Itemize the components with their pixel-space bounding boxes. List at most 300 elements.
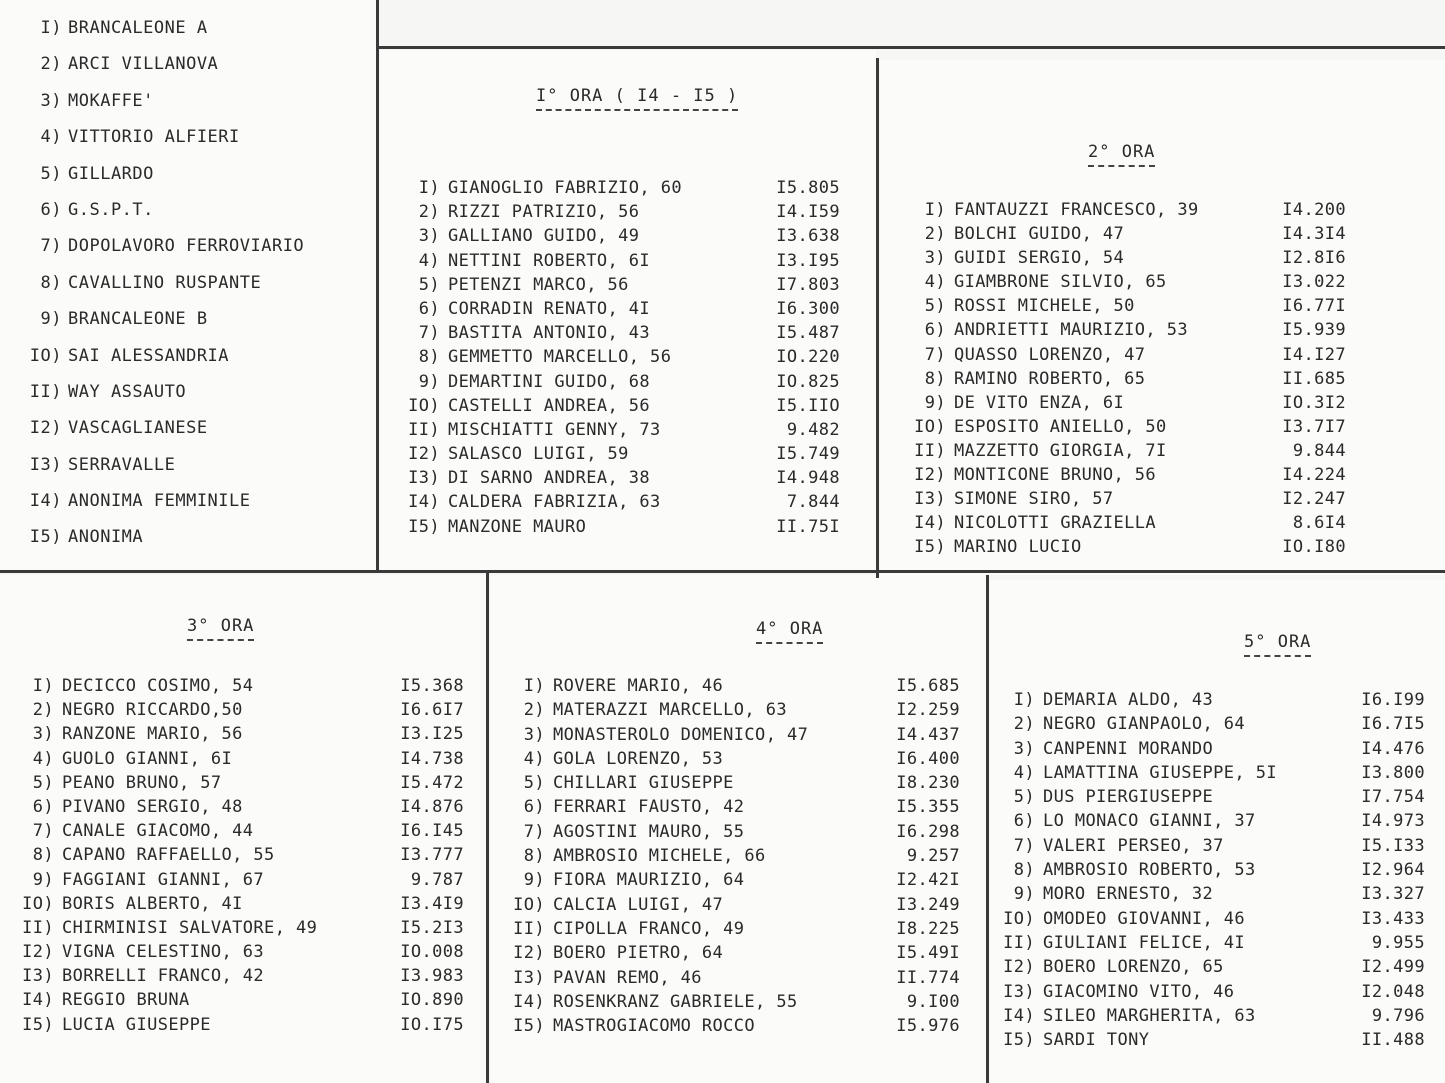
athlete-name: RIZZI PATRIZIO, 56 [448,202,640,223]
result-row [400,226,840,250]
distance-score: I4.973 [1361,811,1425,832]
distance-score: 7.844 [786,492,840,513]
team-number: 2) [40,54,62,75]
athlete-name: OMODEO GIOVANNI, 46 [1043,908,1246,929]
team-number: 5) [40,163,62,184]
rank-number: IO) [914,416,946,437]
result-row [906,200,1346,224]
athlete-name: MATERAZZI MARCELLO, 63 [553,700,787,721]
rank-number: I5) [22,1014,54,1035]
rank-number: I5) [408,516,440,537]
distance-score: 9.796 [1371,1005,1425,1026]
athlete-name: CALCIA LUIGI, 47 [553,894,724,915]
rank-number: I2) [1003,957,1035,978]
athlete-name: LUCIA GIUSEPPE [62,1014,211,1035]
athlete-name: VALERI PERSEO, 37 [1043,835,1224,856]
athlete-name: BOERO LORENZO, 65 [1043,957,1224,978]
result-row [906,392,1346,417]
distance-score: I5.49I [896,943,960,964]
team-number: I4) [29,491,62,512]
athlete-name: BASTITA ANTONIO, 43 [448,323,651,344]
distance-score: IO.I75 [400,1014,464,1035]
result-row [400,444,840,468]
distance-score: I2.964 [1361,860,1425,881]
team-item [18,127,304,163]
athlete-name: CHILLARI GIUSEPPE [553,773,734,794]
result-row [505,724,960,749]
distance-score: IO.220 [776,347,840,368]
distance-score: I4.876 [400,796,464,817]
rank-number: I4) [408,492,440,513]
rank-number: IO) [1003,908,1035,929]
distance-score: I6.300 [776,298,840,319]
distance-score: I5.487 [776,323,840,344]
athlete-name: CAPANO RAFFAELLO, 55 [62,845,275,866]
athlete-name: BORIS ALBERTO, 4I [62,893,243,914]
result-row [906,344,1346,369]
distance-score: IO.3I2 [1282,392,1346,413]
team-number: 4) [40,127,62,148]
rank-number: 9) [418,371,440,392]
athlete-name: BOERO PIETRO, 64 [553,943,724,964]
distance-score: I2.259 [896,700,960,721]
result-row [505,967,960,992]
hour-2-rows [906,200,1346,561]
rank-number: 2) [1013,714,1035,735]
distance-score: I4.738 [400,748,464,769]
athlete-name: REGGIO BRUNA [62,990,190,1011]
distance-score: I3.022 [1282,272,1346,293]
athlete-name: MARINO LUCIO [954,537,1082,558]
distance-score: I6.I45 [400,821,464,842]
divider-vertical-top-left [376,0,379,572]
distance-score: I2.048 [1361,981,1425,1002]
result-row [400,419,840,444]
rank-number: II) [408,419,440,440]
hour-4-title: 4° ORA [756,619,823,644]
team-item [18,164,304,200]
result-row [505,821,960,846]
team-item [18,54,304,90]
distance-score: IO.I80 [1282,537,1346,558]
athlete-name: NEGRO GIANPAOLO, 64 [1043,714,1246,735]
rank-number: 8) [418,347,440,368]
result-row [906,296,1346,320]
distance-score: I7.803 [776,274,840,295]
athlete-name: PETENZI MARCO, 56 [448,274,629,295]
rank-number: 3) [32,724,54,745]
result-row [505,894,960,919]
rank-number: 4) [418,250,440,271]
rank-number: II) [914,440,946,461]
result-row [400,274,840,299]
rank-number: 7) [1013,835,1035,856]
athlete-name: MONASTEROLO DOMENICO, 47 [553,724,809,745]
result-row [505,991,960,1016]
rank-number: 2) [523,700,545,721]
distance-score: II.75I [776,516,840,537]
rank-number: IO) [408,395,440,416]
team-item [18,236,304,272]
athlete-name: DECICCO COSIMO, 54 [62,676,254,696]
distance-score: IO.890 [400,990,464,1011]
athlete-name: ROSENKRANZ GABRIELE, 55 [553,991,798,1012]
distance-score: II.774 [896,967,960,988]
athlete-name: DEMARTINI GUIDO, 68 [448,371,651,392]
team-name: SERRAVALLE [68,454,176,475]
rank-number: 7) [418,323,440,344]
rank-number: I3) [513,967,545,988]
athlete-name: MISCHIATTI GENNY, 73 [448,419,661,440]
athlete-name: GIACOMINO VITO, 46 [1043,981,1235,1002]
athlete-name: GIANOGLIO FABRIZIO, 60 [448,178,682,198]
team-item [18,18,304,54]
result-row [14,869,464,894]
athlete-name: CASTELLI ANDREA, 56 [448,395,651,416]
team-number: II) [29,381,62,402]
distance-score: I5.IIO [776,395,840,416]
rank-number: 4) [924,272,946,293]
rank-number: 9) [523,870,545,891]
result-row [14,772,464,797]
hour-2-title: 2° ORA [1088,142,1155,167]
team-item [18,491,304,527]
rank-number: I4) [22,990,54,1011]
rank-number: 6) [523,797,545,818]
rank-number: 3) [1013,738,1035,759]
distance-score: I8.225 [896,918,960,939]
rank-number: 2) [924,224,946,245]
team-item [18,527,304,563]
divider-vertical-bottom-right [986,575,989,1083]
result-row [505,773,960,797]
athlete-name: GOLA LORENZO, 53 [553,748,724,769]
result-row [995,884,1425,908]
athlete-name: FERRARI FAUSTO, 42 [553,797,745,818]
distance-score: I2.8I6 [1282,248,1346,269]
athlete-name: GUOLO GIANNI, 6I [62,748,233,769]
rank-number: 5) [418,274,440,295]
rank-number: 5) [1013,787,1035,808]
rank-number: I5) [1003,1030,1035,1051]
rank-number: I2) [22,942,54,963]
athlete-name: GEMMETTO MARCELLO, 56 [448,347,672,368]
distance-score: I2.247 [1282,489,1346,510]
distance-score: I5.I33 [1361,835,1425,856]
rank-number: 8) [1013,860,1035,881]
rank-number: I3) [22,966,54,987]
result-row [400,347,840,371]
rank-number: I2) [408,444,440,465]
distance-score: I5.685 [896,676,960,696]
team-item [18,346,304,382]
team-name: GILLARDO [68,163,154,184]
athlete-name: CANPENNI MORANDO [1043,738,1214,759]
team-name: VITTORIO ALFIERI [68,127,240,148]
distance-score: I4.3I4 [1282,224,1346,245]
result-row [400,395,840,420]
team-name: VASCAGLIANESE [68,418,208,439]
team-name: DOPOLAVORO FERROVIARIO [68,236,305,257]
team-item [18,91,304,127]
athlete-name: QUASSO LORENZO, 47 [954,344,1146,365]
result-row [14,845,464,869]
rank-number: 6) [418,298,440,319]
distance-score: II.685 [1282,368,1346,389]
team-item [18,200,304,236]
distance-score: IO.008 [400,942,464,963]
distance-score: I2.499 [1361,957,1425,978]
athlete-name: AGOSTINI MAURO, 55 [553,821,745,842]
result-row [14,700,464,724]
result-row [995,738,1425,763]
distance-score: I3.777 [400,845,464,866]
athlete-name: ROVERE MARIO, 46 [553,676,724,696]
distance-score: 9.482 [786,419,840,440]
athlete-name: SILEO MARGHERITA, 63 [1043,1005,1256,1026]
rank-number: I4) [914,513,946,534]
distance-score: I3.638 [776,226,840,247]
result-row [14,917,464,942]
distance-score: I3.4I9 [400,893,464,914]
team-number: 9) [40,309,62,330]
result-row [906,489,1346,513]
hour-4-rows [505,676,960,1040]
result-row [995,981,1425,1006]
result-row [505,700,960,724]
rank-number: I) [924,200,946,220]
result-row [906,272,1346,296]
distance-score: 8.6I4 [1292,513,1346,534]
athlete-name: NEGRO RICCARDO,50 [62,700,243,721]
athlete-name: ROSSI MICHELE, 50 [954,296,1135,317]
athlete-name: GIULIANI FELICE, 4I [1043,932,1246,953]
athlete-name: CANALE GIACOMO, 44 [62,821,254,842]
athlete-name: BOLCHI GUIDO, 47 [954,224,1125,245]
result-row [995,957,1425,981]
team-name: SAI ALESSANDRIA [68,345,230,366]
athlete-name: CHIRMINISI SALVATORE, 49 [62,917,318,938]
result-row [400,516,840,541]
team-number: 8) [40,272,62,293]
rank-number: I4) [1003,1005,1035,1026]
rank-number: 6) [924,320,946,341]
rank-number: 9) [1013,884,1035,905]
athlete-name: SARDI TONY [1043,1030,1150,1051]
rank-number: I2) [513,943,545,964]
team-number: I) [40,18,62,38]
result-row [995,932,1425,957]
result-row [14,676,464,700]
result-row [14,966,464,990]
athlete-name: PIVANO SERGIO, 48 [62,796,243,817]
team-name: BRANCALEONE B [68,309,208,330]
distance-score: I5.805 [776,178,840,198]
rank-number: 3) [924,248,946,269]
team-number: I5) [29,527,62,548]
rank-number: 5) [32,772,54,793]
distance-score: I4.224 [1282,465,1346,486]
team-item [18,273,304,309]
distance-score: I6.6I7 [400,700,464,721]
distance-score: I5.355 [896,797,960,818]
result-row [400,298,840,323]
athlete-name: BORRELLI FRANCO, 42 [62,966,265,987]
team-item [18,382,304,418]
distance-score: I8.230 [896,773,960,794]
result-row [14,893,464,918]
result-row [995,1005,1425,1030]
result-row [400,492,840,516]
rank-number: I3) [914,489,946,510]
result-row [995,1030,1425,1054]
team-number: I3) [29,454,62,475]
rank-number: 2) [418,202,440,223]
distance-score: I4.I27 [1282,344,1346,365]
result-row [505,870,960,894]
athlete-name: PAVAN REMO, 46 [553,967,702,988]
distance-score: I7.754 [1361,787,1425,808]
athlete-name: ESPOSITO ANIELLO, 50 [954,416,1167,437]
team-list [18,18,304,564]
rank-number: 8) [523,846,545,867]
rank-number: II) [1003,932,1035,953]
result-row [995,908,1425,933]
athlete-name: FANTAUZZI FRANCESCO, 39 [954,200,1199,220]
distance-score: I5.749 [776,444,840,465]
rank-number: 7) [523,821,545,842]
rank-number: 7) [32,821,54,842]
result-row [995,714,1425,738]
distance-score: I5.368 [400,676,464,696]
athlete-name: GUIDI SERGIO, 54 [954,248,1125,269]
distance-score: I5.976 [896,1016,960,1037]
result-row [906,537,1346,561]
distance-score: I6.298 [896,821,960,842]
distance-score: I3.433 [1361,908,1425,929]
distance-score: IO.825 [776,371,840,392]
distance-score: II.488 [1361,1030,1425,1051]
distance-score: I3.800 [1361,762,1425,783]
distance-score: I3.327 [1361,884,1425,905]
rank-number: I3) [1003,981,1035,1002]
rank-number: I5) [914,537,946,558]
team-name: ANONIMA [68,527,144,548]
distance-score: I6.7I5 [1361,714,1425,735]
athlete-name: PEANO BRUNO, 57 [62,772,222,793]
athlete-name: FIORA MAURIZIO, 64 [553,870,745,891]
result-row [505,943,960,967]
athlete-name: AMBROSIO MICHELE, 66 [553,846,766,867]
athlete-name: SALASCO LUIGI, 59 [448,444,629,465]
rank-number: 7) [924,344,946,365]
distance-score: I4.476 [1361,738,1425,759]
team-name: ANONIMA FEMMINILE [68,491,251,512]
team-name: ARCI VILLANOVA [68,54,219,75]
athlete-name: DI SARNO ANDREA, 38 [448,468,651,489]
team-number: I2) [29,418,62,439]
distance-score: I4.I59 [776,202,840,223]
rank-number: IO) [513,894,545,915]
rank-number: II) [22,917,54,938]
result-row [14,1014,464,1039]
result-row [400,202,840,226]
result-row [505,918,960,943]
team-number: 6) [40,199,62,220]
distance-score: I3.983 [400,966,464,987]
result-row [505,846,960,870]
result-row [400,371,840,396]
result-row [995,811,1425,835]
rank-number: 4) [1013,762,1035,783]
rank-number: I) [418,178,440,198]
distance-score: 9.I00 [906,991,960,1012]
result-row [906,465,1346,489]
result-row [906,224,1346,248]
result-row [14,748,464,773]
result-row [906,320,1346,344]
divider-horizontal-top [379,46,1445,49]
rank-number: 8) [924,368,946,389]
athlete-name: GALLIANO GUIDO, 49 [448,226,640,247]
result-row [995,690,1425,714]
result-row [400,250,840,275]
athlete-name: NETTINI ROBERTO, 6I [448,250,651,271]
athlete-name: NICOLOTTI GRAZIELLA [954,513,1157,534]
distance-score: I2.42I [896,870,960,891]
distance-score: I3.249 [896,894,960,915]
result-row [906,416,1346,441]
distance-score: I4.437 [896,724,960,745]
result-row [14,724,464,748]
rank-number: I) [32,676,54,696]
rank-number: I) [523,676,545,696]
athlete-name: RAMINO ROBERTO, 65 [954,368,1146,389]
rank-number: 6) [1013,811,1035,832]
distance-score: I6.400 [896,748,960,769]
athlete-name: SIMONE SIRO, 57 [954,489,1114,510]
result-row [906,248,1346,272]
athlete-name: MAZZETTO GIORGIA, 7I [954,440,1167,461]
athlete-name: VIGNA CELESTINO, 63 [62,942,265,963]
result-row [505,748,960,773]
distance-score: I4.948 [776,468,840,489]
team-number: 7) [40,236,62,257]
result-row [14,942,464,966]
rank-number: 4) [32,748,54,769]
team-number: IO) [29,345,62,366]
team-name: MOKAFFE' [68,90,154,111]
athlete-name: LO MONACO GIANNI, 37 [1043,811,1256,832]
rank-number: I3) [408,468,440,489]
result-row [995,835,1425,860]
hour-3-rows [14,676,464,1039]
hour-3-title: 3° ORA [187,616,254,641]
rank-number: I2) [914,465,946,486]
divider-vertical-bottom-left [486,572,489,1083]
athlete-name: FAGGIANI GIANNI, 67 [62,869,265,890]
result-row [400,178,840,202]
athlete-name: CIPOLLA FRANCO, 49 [553,918,745,939]
distance-score: 9.955 [1371,932,1425,953]
team-item [18,309,304,345]
team-item [18,418,304,454]
distance-score: I3.I95 [776,250,840,271]
distance-score: I6.77I [1282,296,1346,317]
result-row [995,860,1425,884]
hour-1-rows [400,178,840,541]
athlete-name: CORRADIN RENATO, 4I [448,298,651,319]
